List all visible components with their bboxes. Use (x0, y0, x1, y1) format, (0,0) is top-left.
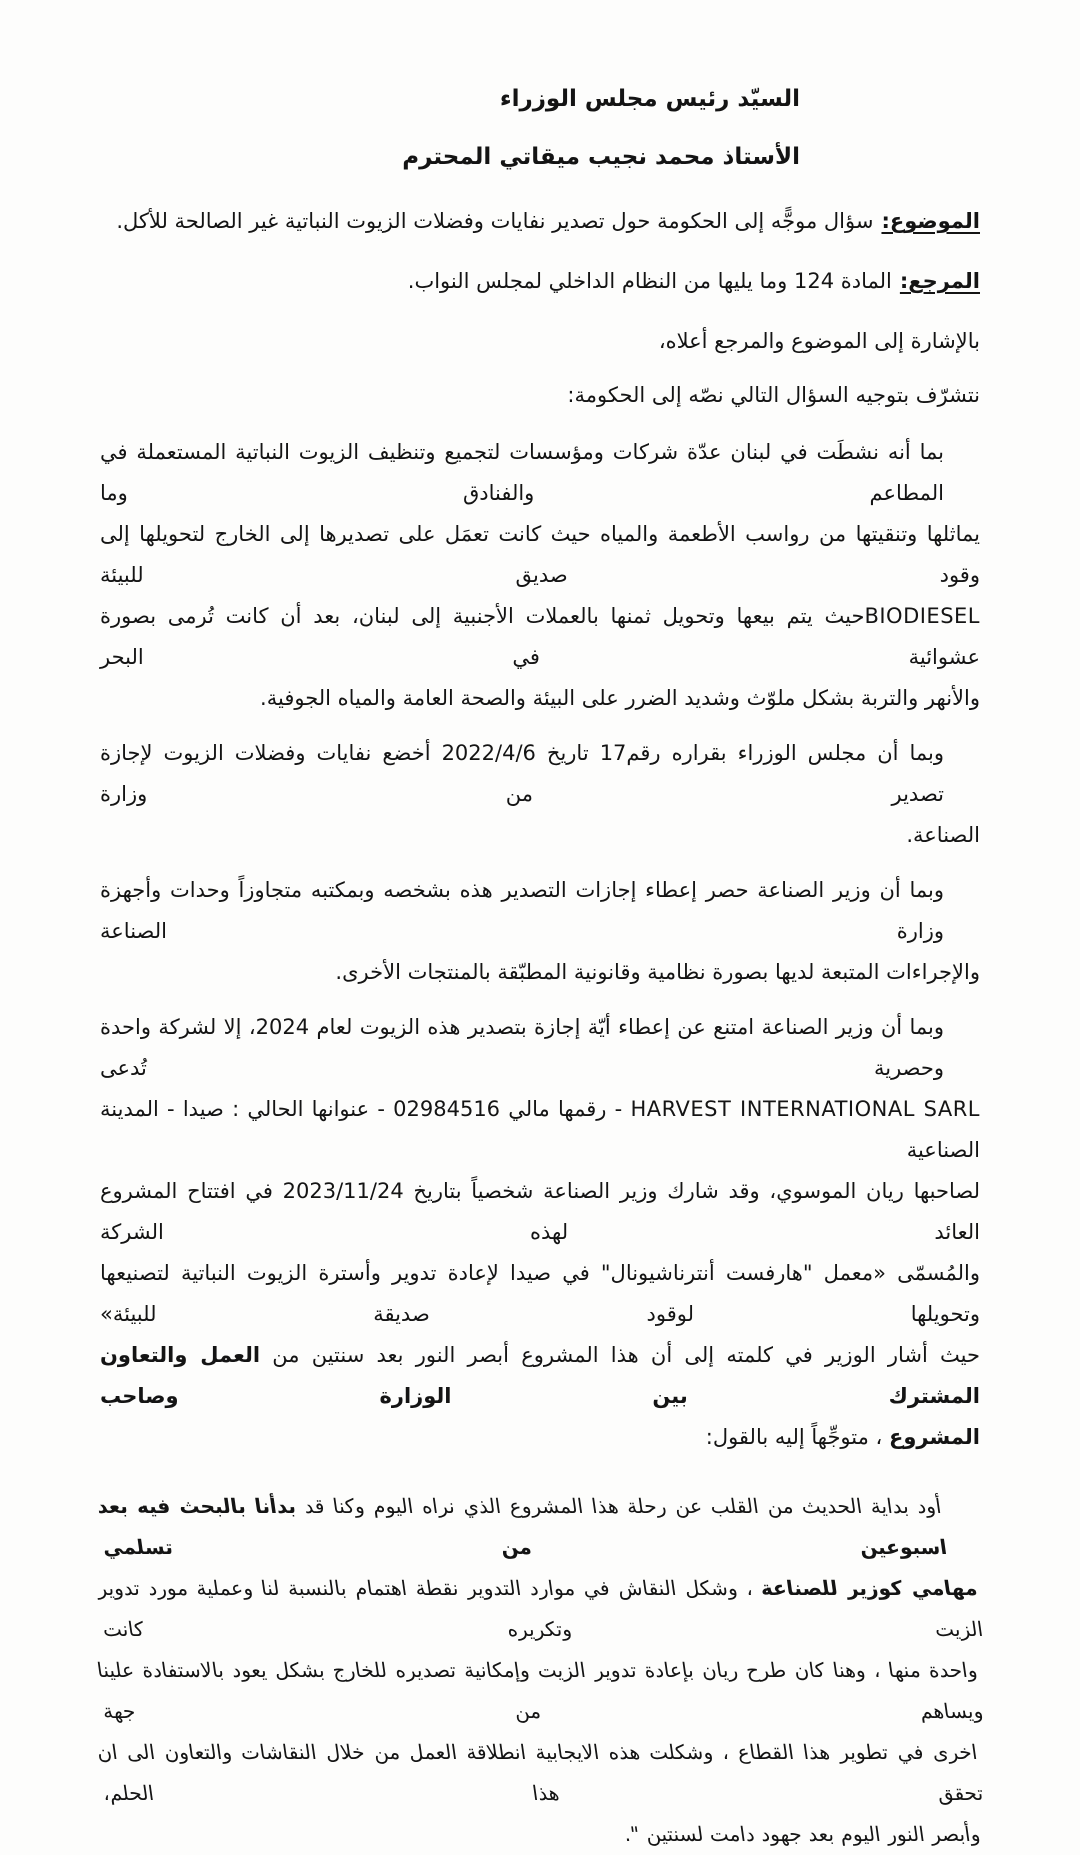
text-segment: وبما أن وزير الصناعة حصر إعطاء إجازات التصدير هذه بشخصه وبمكتبه متجاوزاً وحدات وأجهزة وزارة الصناعة (100, 878, 944, 943)
text-line (100, 815, 980, 856)
text-line (100, 870, 980, 952)
text-segment: حيث يتم بيعها وتحويل ثمنها بالعملات الأجنبية إلى لبنان، بعد أن كانت تُرمى بصورة عشوائية في البحر (100, 604, 980, 669)
text-segment: حيث أشار الوزير في كلمته إلى أن هذا المشروع أبصر النور بعد سنتين من (260, 1343, 980, 1367)
text-segment: يماثلها وتنقيتها من رواسب الأطعمة والمياه حيث كانت تعمَل على تصديرها إلى الخارج لتحويلها إلى وقود صديق للبيئة (100, 522, 980, 587)
latin-text-segment: BIODIESEL (864, 604, 980, 628)
text-segment: - رقمها مالي 02984516 - عنوانها الحالي : صيدا - المدينة الصناعية (100, 1097, 980, 1162)
text-line (100, 432, 980, 514)
text-segment: المشروع (889, 1425, 980, 1449)
document-paragraphs (95, 432, 985, 1855)
text-line (100, 596, 980, 678)
text-segment: بما أنه نشطَت في لبنان عدّة شركات ومؤسسات لتجميع وتنظيف الزيوت النباتية المستعملة في المطاعم والفنادق وما (100, 440, 944, 505)
text-segment: والإجراءات المتبعة لديها بصورة نظامية وقانونية المطبّقة بالمنتجات الأخرى. (335, 960, 980, 984)
text-segment: واحدة منها ، وهنا كان طرح ريان بإعادة تدوير الزيت وإمكانية تصديره للخارج بشكل يعود بالاستفادة علينا ويساهم من جهة (95, 1658, 985, 1723)
subject-label: الموضوع: (881, 209, 980, 233)
text-line (100, 1335, 980, 1417)
text-segment: ، وشكل النقاش في موارد التدوير نقطة اهتمام بالنسبة لنا وعملية مورد تدوير الزيت وتكريره كانت (95, 1576, 985, 1641)
text-line (100, 733, 980, 815)
text-segment: أود بداية الحديث من القلب عن رحلة هذا المشروع الذي نراه اليوم وكنا قد (293, 1494, 943, 1518)
paragraph-minister-monopoly (100, 870, 980, 993)
paragraph-minister-quote (95, 1486, 985, 1855)
text-line (94, 1650, 986, 1732)
reference-label: المرجع: (899, 269, 980, 293)
text-line (100, 1417, 980, 1458)
text-segment: مهامي كوزير للصناعة (758, 1576, 979, 1600)
paragraph-companies-activity (100, 432, 980, 719)
text-line (97, 1814, 983, 1855)
text-line (100, 514, 980, 596)
text-line (100, 1007, 980, 1089)
text-segment: وبما أن مجلس الوزراء بقراره رقم17 تاريخ 2022/4/6 أخضع نفايات وفضلات الزيوت لإجازة تصدير من وزارة (100, 741, 944, 806)
reference-text: المادة 124 وما يليها من النظام الداخلي لمجلس النواب. (407, 269, 892, 293)
text-segment: العمل والتعاون المشترك بين الوزارة وصاحب (100, 1343, 980, 1408)
text-segment: والأنهر والتربة بشكل ملوّث وشديد الضرر على البيئة والصحة العامة والمياه الجوفية. (260, 686, 980, 710)
text-segment: وبما أن وزير الصناعة امتنع عن إعطاء أيّة إجازة بتصدير هذه الزيوت لعام 2024، إلا لشركة واحدة وحصرية تُدعى (100, 1015, 945, 1080)
document-body (95, 84, 985, 1855)
text-line (100, 678, 980, 719)
intro-line: نتشرّف بتوجيه السؤال التالي نصّه إلى الحكومة: (567, 383, 980, 407)
text-segment: اخرى في تطوير هذا القطاع ، وشكلت هذه الايجابية انطلاقة العمل من خلال النقاشات والتعاون الى ان تحقق هذا الحلم، (95, 1740, 985, 1805)
text-line (100, 1253, 980, 1335)
text-line (100, 1171, 980, 1253)
text-line (100, 1089, 980, 1171)
paragraph-cabinet-decision (100, 733, 980, 856)
text-segment: والمُسمّى «معمل "هارفست أنترناشيونال" في صيدا لإعادة تدوير وأسترة الزيوت النباتية لتصنيعها وتحويلها لوقود صديقة للبيئة» (100, 1261, 980, 1326)
text-line (94, 1486, 986, 1568)
recipient-line-2: الأستاذ محمد نجيب ميقاتي المحترم (402, 144, 800, 170)
text-segment: ، متوجِّهاً إليه بالقول: (705, 1425, 889, 1449)
text-line (94, 1568, 986, 1650)
salutation-line: بالإشارة إلى الموضوع والمرجع أعلاه، (658, 329, 980, 353)
subject-line (100, 206, 980, 236)
text-line (100, 952, 980, 993)
recipient-line-1: السيّد رئيس مجلس الوزراء (499, 86, 800, 112)
subject-text: سؤال موجًّه إلى الحكومة حول تصدير نفايات وفضلات الزيوت النباتية غير الصالحة للأكل. (116, 209, 874, 233)
text-segment: الصناعة. (906, 823, 980, 847)
reference-line (100, 266, 980, 296)
text-line (94, 1732, 986, 1814)
latin-text-segment: HARVEST INTERNATIONAL SARL (630, 1097, 980, 1121)
text-segment: لصاحبها ريان الموسوي، وقد شارك وزير الصناعة شخصياً بتاريخ 2023/11/24 في افتتاح المشروع العائد لهذه الشركة (100, 1179, 981, 1244)
text-segment: بدأنا بالبحث فيه بعد اسبوعين من تسلمي (95, 1494, 949, 1559)
text-segment: وأبصر النور اليوم بعد جهود دامت لسنتين ". (622, 1822, 982, 1846)
paragraph-exclusive-company (100, 1007, 980, 1458)
